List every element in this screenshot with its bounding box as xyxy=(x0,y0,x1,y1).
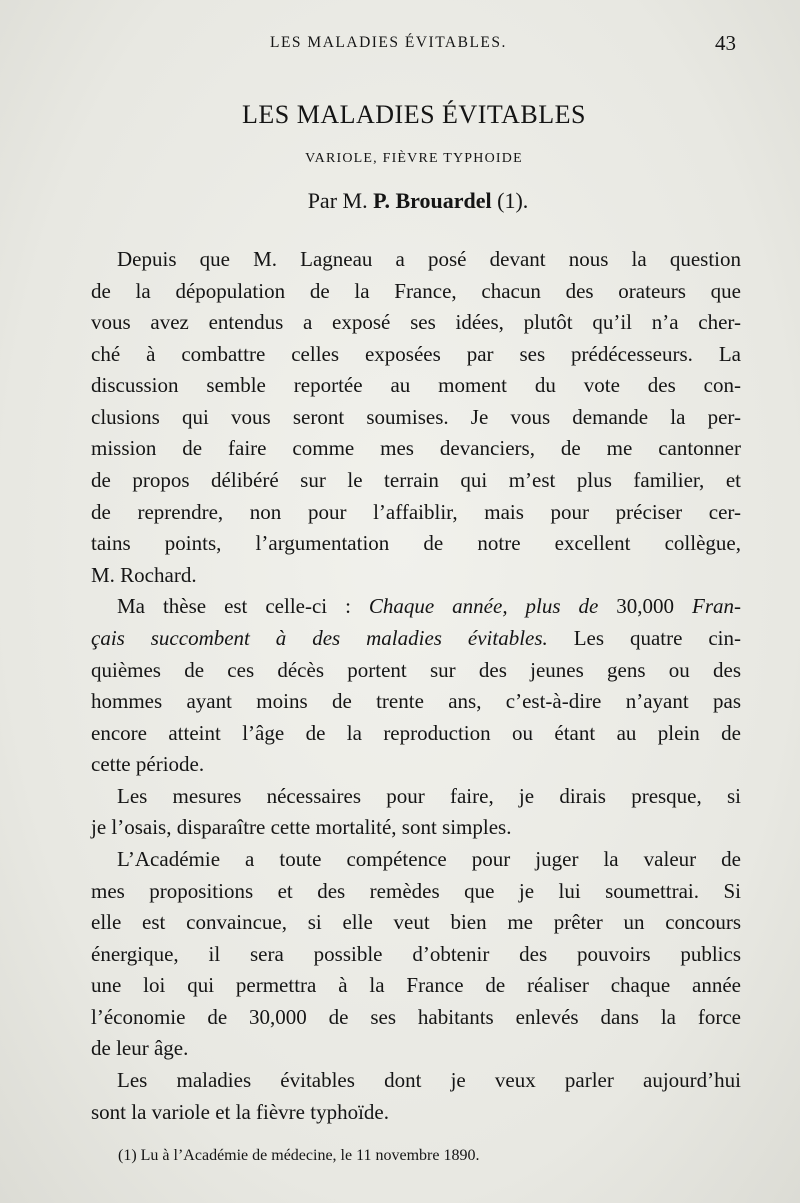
text-line: Les mesures nécessaires pour faire, je dirais presque, si xyxy=(117,783,741,808)
text-line: une loi qui permettra à la France de réaliser chaque année xyxy=(91,973,741,998)
author-name: P. Brouardel xyxy=(373,188,492,213)
italic-run: Fran- xyxy=(692,594,741,619)
text-line: de leur âge. xyxy=(91,1036,189,1061)
text-line: de la dépopulation de la France, chacun des orateurs que xyxy=(91,278,741,303)
italic-run: çais succombent à des maladies évitables. xyxy=(91,625,548,650)
text-line: tains points, l’argumentation de notre excellent collègue, xyxy=(91,531,741,556)
text-line: L’Académie a toute compétence pour juger la valeur de xyxy=(117,846,741,871)
text-run: Ma thèse est celle-ci : xyxy=(117,594,369,619)
running-head xyxy=(0,31,800,56)
text-line: vous avez entendus a exposé ses idées, plutôt qu’il n’a cher- xyxy=(91,310,741,335)
text-line: quièmes de ces décès portent sur des jeunes gens ou des xyxy=(91,657,741,682)
text-line: l’économie de 30,000 de ses habitants enlevés dans la force xyxy=(91,1004,741,1029)
text-line: sont la variole et la fièvre typhoïde. xyxy=(91,1099,389,1124)
byline-prefix: Par M. xyxy=(307,188,374,213)
text-line: énergique, il sera possible d’obtenir des pouvoirs publics xyxy=(91,941,741,966)
byline xyxy=(0,188,800,214)
page-number: 43 xyxy=(715,31,736,55)
text-line: Les maladies évitables dont je veux parler aujourd’hui xyxy=(117,1068,741,1093)
text-line: je l’osais, disparaître cette mortalité, sont simples. xyxy=(91,815,512,840)
italic-run: Chaque année, plus de xyxy=(368,594,599,619)
text-line: encore atteint l’âge de la reproduction ou étant au plein de xyxy=(91,720,741,745)
article-title: LES MALADIES ÉVITABLES xyxy=(241,100,586,129)
body-text xyxy=(91,244,741,1128)
text-line: clusions qui vous seront soumises. Je vous demande la per- xyxy=(91,404,741,429)
text-run: Les quatre cin- xyxy=(547,625,741,650)
running-head-title: LES MALADIES ÉVITABLES. xyxy=(270,34,507,51)
text-line: M. Rochard. xyxy=(91,562,197,587)
text-run: 30,000 xyxy=(598,594,692,619)
text-line: cette période. xyxy=(91,752,205,777)
text-line: discussion semble reportée au moment du vote des con- xyxy=(91,373,741,398)
text-line: de reprendre, non pour l’affaiblir, mais pour préciser cer- xyxy=(91,499,741,524)
text-line-mixed xyxy=(91,591,741,623)
text-line: mission de faire comme mes devanciers, de me cantonner xyxy=(91,436,741,461)
text-line: mes propositions et des remèdes que je lui soumettrai. Si xyxy=(91,878,741,903)
footnote-reference: (1). xyxy=(491,188,529,213)
text-line: Depuis que M. Lagneau a posé devant nous la question xyxy=(117,247,741,271)
text-line: elle est convaincue, si elle veut bien me prêter un concours xyxy=(91,910,741,935)
text-line: de propos délibéré sur le terrain qui m’est plus familier, et xyxy=(91,468,741,493)
footnote: (1) Lu à l’Académie de médecine, le 11 novembre 1890. xyxy=(118,1147,480,1164)
text-line-mixed xyxy=(91,623,741,655)
article-subtitle: VARIOLE, FIÈVRE TYPHOIDE xyxy=(305,151,523,166)
text-line: hommes ayant moins de trente ans, c’est-à-dire n’ayant pas xyxy=(91,689,741,714)
text-line: ché à combattre celles exposées par ses prédécesseurs. La xyxy=(91,341,741,366)
